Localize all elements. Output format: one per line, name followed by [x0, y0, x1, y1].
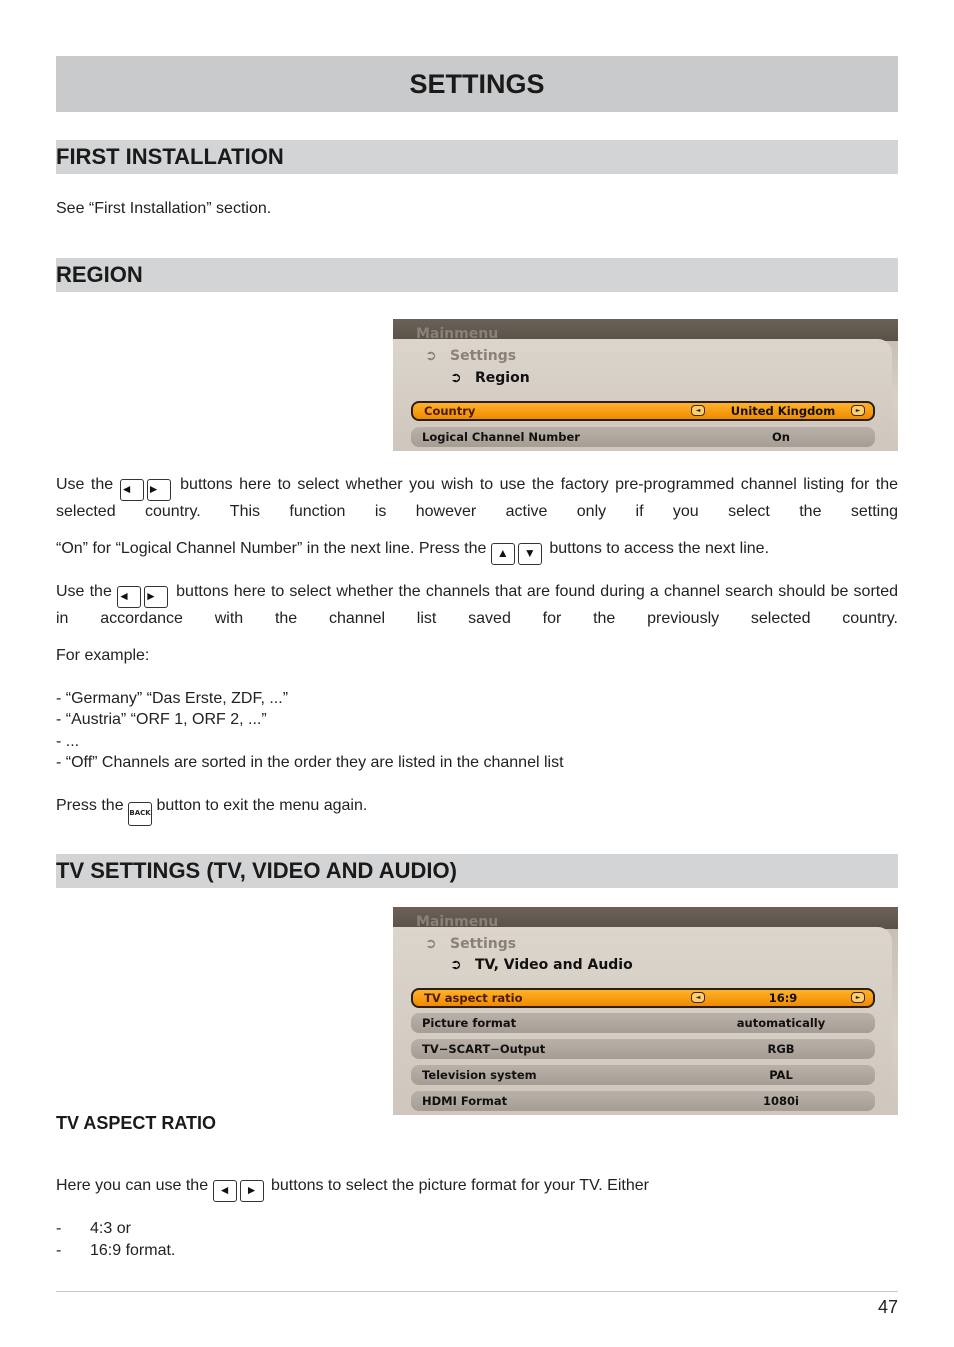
region-paragraph-2: Use the ◄ ► buttons here to select whether the channels that are found during a channel search should be sorted in accordance with the channel list saved for the previously selected country.: [56, 583, 899, 627]
example-item: - ...: [56, 733, 80, 750]
osd-crumb-settings: ➲ Settings: [425, 936, 517, 952]
osd-row-country: Country ◄ United Kingdom ►: [411, 401, 875, 421]
osd-left-icon: ◄: [691, 992, 705, 1003]
region-paragraph-1-line-3: “On” for “Logical Channel Number” in the next line. Press the ▲ ▼ buttons to access the next line.: [56, 538, 898, 565]
return-arrow-icon: ➲: [425, 348, 437, 364]
osd-right-icon: ►: [851, 405, 865, 416]
return-arrow-icon: ➲: [450, 370, 462, 386]
osd-row-picture-format: Picture format automatically: [411, 1013, 875, 1033]
osd-crumb-mainmenu: Mainmenu: [416, 914, 499, 930]
back-key-icon: BACK: [128, 802, 152, 826]
tv-settings-osd-screenshot: [393, 907, 898, 1115]
osd-left-icon: ◄: [691, 405, 705, 416]
osd-row-logical-channel-number: Logical Channel Number On: [411, 427, 875, 447]
tv-aspect-paragraph: Here you can use the ◄ ► buttons to select the picture format for your TV. Either: [56, 1175, 898, 1202]
region-osd-screenshot: [393, 319, 898, 451]
up-arrow-key-icon: ▲: [491, 543, 515, 565]
down-arrow-key-icon: ▼: [518, 543, 542, 565]
right-arrow-key-icon: ►: [144, 586, 168, 608]
osd-crumb-region: ➲ Region: [450, 370, 530, 386]
subheading-tv-aspect-ratio: TV ASPECT RATIO: [56, 1113, 217, 1133]
region-paragraph-1-line-1: Use the ◄ ► buttons here to select whether you wish to use the factory pre-programmed channel listing for the selected country. This function is however active only if you select the setting: [56, 476, 899, 520]
back-instruction: Press the BACK button to exit the menu again.: [56, 795, 898, 826]
section-heading-region: REGION: [56, 258, 898, 292]
example-item: - “Germany” “Das Erste, ZDF, ...”: [56, 690, 289, 707]
osd-row-television-system: Television system PAL: [411, 1065, 875, 1085]
return-arrow-icon: ➲: [450, 957, 462, 973]
osd-right-icon: ►: [851, 992, 865, 1003]
left-right-keys: [213, 1175, 267, 1202]
osd-row-hdmi-format: HDMI Format 1080i: [411, 1091, 875, 1111]
left-arrow-key-icon: ◄: [213, 1180, 237, 1202]
footer-divider: [56, 1291, 898, 1292]
osd-crumb-settings: ➲ Settings: [425, 348, 517, 364]
osd-crumb-mainmenu: Mainmenu: [416, 326, 499, 342]
option-item: - 4:3 or: [56, 1220, 131, 1237]
up-down-keys: [491, 538, 545, 565]
example-item: - “Austria” “ORF 1, ORF 2, ...”: [56, 711, 267, 728]
page-title: SETTINGS: [56, 56, 898, 112]
left-arrow-key-icon: ◄: [120, 479, 144, 501]
right-arrow-key-icon: ►: [147, 479, 171, 501]
section-heading-first-installation: FIRST INSTALLATION: [56, 140, 898, 174]
osd-row-tv-scart-output: TV−SCART−Output RGB: [411, 1039, 875, 1059]
right-arrow-key-icon: ►: [240, 1180, 264, 1202]
first-installation-text: See “First Installation” section.: [56, 200, 272, 217]
example-intro: For example:: [56, 647, 150, 664]
option-item: - 16:9 format.: [56, 1242, 176, 1259]
osd-crumb-tv-video-audio: ➲ TV, Video and Audio: [450, 957, 633, 973]
osd-row-tv-aspect-ratio: TV aspect ratio ◄ 16:9 ►: [411, 988, 875, 1008]
page-number: 47: [877, 1297, 898, 1317]
return-arrow-icon: ➲: [425, 936, 437, 952]
left-arrow-key-icon: ◄: [117, 586, 141, 608]
left-right-keys: [117, 581, 171, 608]
left-right-keys: [120, 474, 174, 501]
section-heading-tv-settings: TV SETTINGS (TV, VIDEO AND AUDIO): [56, 854, 898, 888]
example-item: - “Off” Channels are sorted in the order they are listed in the channel list: [56, 754, 564, 771]
